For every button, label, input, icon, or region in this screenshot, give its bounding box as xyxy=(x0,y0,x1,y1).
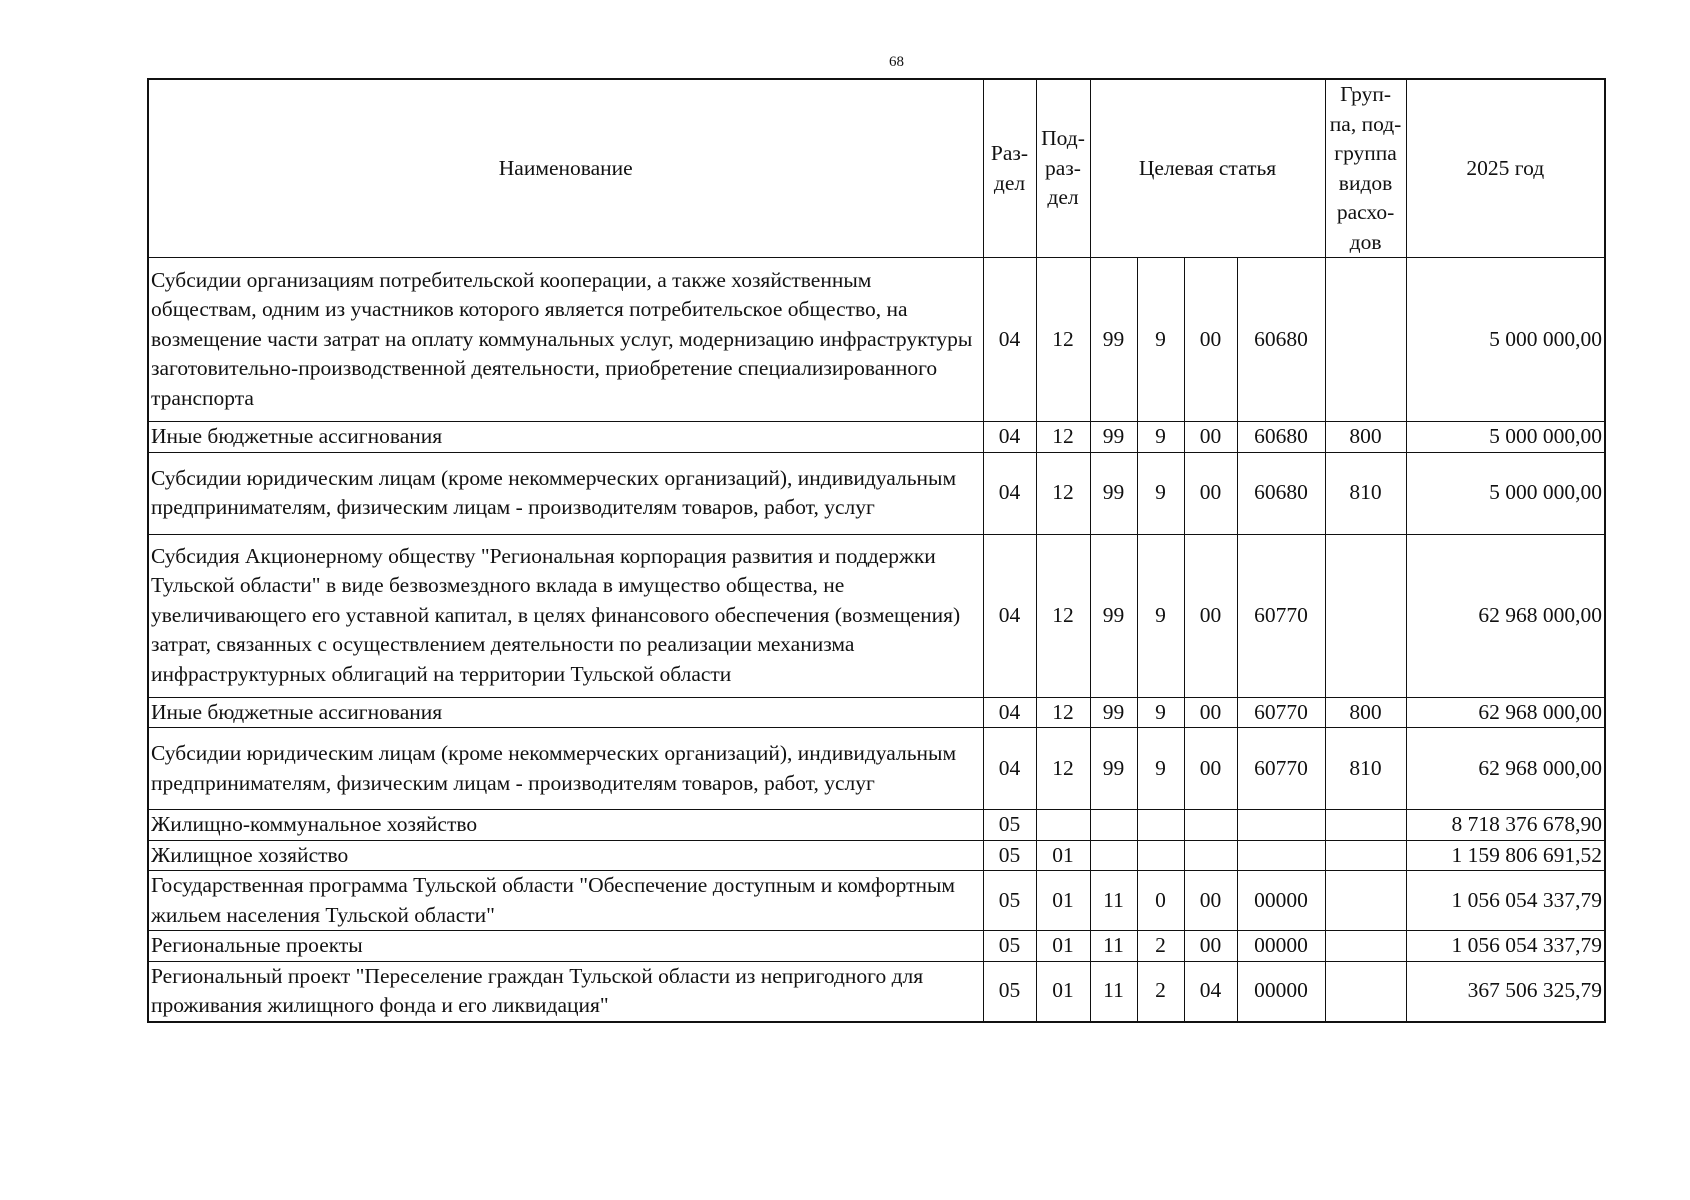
row-subsection: 01 xyxy=(1036,871,1090,931)
row-target-code: 00000 xyxy=(1237,961,1325,1022)
row-target-direction: 0 xyxy=(1137,871,1184,931)
row-subsection: 12 xyxy=(1036,422,1090,453)
header-target: Целевая статья xyxy=(1090,79,1325,258)
row-target-code: 60770 xyxy=(1237,728,1325,810)
table-row xyxy=(148,810,1605,841)
row-target-event: 00 xyxy=(1184,931,1237,962)
row-target-direction: 9 xyxy=(1137,422,1184,453)
table-row xyxy=(148,452,1605,534)
header-group: Груп- па, под- группа видов расхо- дов xyxy=(1325,79,1406,258)
row-amount: 5 000 000,00 xyxy=(1406,452,1605,534)
row-amount: 62 968 000,00 xyxy=(1406,534,1605,697)
row-expense-group: 810 xyxy=(1325,728,1406,810)
row-target-direction: 9 xyxy=(1137,258,1184,422)
row-amount: 62 968 000,00 xyxy=(1406,697,1605,728)
row-section: 04 xyxy=(983,697,1036,728)
row-expense-group xyxy=(1325,258,1406,422)
row-target-code: 60680 xyxy=(1237,422,1325,453)
row-section: 05 xyxy=(983,961,1036,1022)
row-subsection: 01 xyxy=(1036,840,1090,871)
header-year: 2025 год xyxy=(1406,79,1605,258)
budget-table xyxy=(147,78,1606,1023)
row-target-event: 00 xyxy=(1184,697,1237,728)
row-section: 05 xyxy=(983,931,1036,962)
row-target-event: 00 xyxy=(1184,534,1237,697)
table-row xyxy=(148,840,1605,871)
row-section: 04 xyxy=(983,422,1036,453)
row-target-program: 11 xyxy=(1090,961,1137,1022)
row-section: 04 xyxy=(983,258,1036,422)
row-name: Региональный проект "Переселение граждан Тульской области из непригодного для проживания жилищного фонда и его ликвидация" xyxy=(148,961,983,1022)
row-name: Иные бюджетные ассигнования xyxy=(148,697,983,728)
row-name: Жилищно-коммунальное хозяйство xyxy=(148,810,983,841)
header-section: Раз- дел xyxy=(983,79,1036,258)
row-expense-group xyxy=(1325,931,1406,962)
row-expense-group xyxy=(1325,840,1406,871)
row-name: Субсидия Акционерному обществу "Региональная корпорация развития и поддержки Тульской области" в виде безвозмездного вклада в имущество общества, не увеличивающего его уставной капитал, в целях финансового обеспечения (возмещения) затрат, связанных с осуществлением деятельности по реализации механизма инфраструктурных облигаций на территории Тульской области xyxy=(148,534,983,697)
row-target-direction xyxy=(1137,840,1184,871)
table-row xyxy=(148,258,1605,422)
row-target-event: 00 xyxy=(1184,728,1237,810)
row-target-code xyxy=(1237,840,1325,871)
row-amount: 1 159 806 691,52 xyxy=(1406,840,1605,871)
row-name: Жилищное хозяйство xyxy=(148,840,983,871)
row-target-event: 00 xyxy=(1184,871,1237,931)
row-target-direction: 9 xyxy=(1137,728,1184,810)
row-expense-group xyxy=(1325,534,1406,697)
row-target-event xyxy=(1184,840,1237,871)
row-target-program: 99 xyxy=(1090,697,1137,728)
row-target-program xyxy=(1090,810,1137,841)
row-expense-group: 800 xyxy=(1325,697,1406,728)
header-name: Наименование xyxy=(148,79,983,258)
table-row xyxy=(148,961,1605,1022)
row-target-program: 11 xyxy=(1090,871,1137,931)
row-target-program: 99 xyxy=(1090,422,1137,453)
row-amount: 8 718 376 678,90 xyxy=(1406,810,1605,841)
row-target-event: 00 xyxy=(1184,452,1237,534)
row-expense-group xyxy=(1325,810,1406,841)
row-name: Субсидии юридическим лицам (кроме некоммерческих организаций), индивидуальным предпринимателям, физическим лицам - производителям товаров, работ, услуг xyxy=(148,452,983,534)
row-target-direction xyxy=(1137,810,1184,841)
row-target-event: 00 xyxy=(1184,422,1237,453)
row-target-direction: 9 xyxy=(1137,452,1184,534)
row-name: Субсидии организациям потребительской кооперации, а также хозяйственным обществам, одним из участников которого является потребительское общество, на возмещение части затрат на оплату коммунальных услуг, модернизацию инфраструктуры заготовительно-производственной деятельности, приобретение специализированного транспорта xyxy=(148,258,983,422)
row-target-code xyxy=(1237,810,1325,841)
row-amount: 367 506 325,79 xyxy=(1406,961,1605,1022)
row-expense-group: 810 xyxy=(1325,452,1406,534)
row-target-program xyxy=(1090,840,1137,871)
row-target-direction: 2 xyxy=(1137,961,1184,1022)
row-section: 04 xyxy=(983,534,1036,697)
row-subsection xyxy=(1036,810,1090,841)
row-name: Субсидии юридическим лицам (кроме некоммерческих организаций), индивидуальным предпринимателям, физическим лицам - производителям товаров, работ, услуг xyxy=(148,728,983,810)
row-target-code: 60770 xyxy=(1237,697,1325,728)
row-subsection: 12 xyxy=(1036,452,1090,534)
row-section: 04 xyxy=(983,452,1036,534)
row-target-program: 99 xyxy=(1090,258,1137,422)
row-target-event xyxy=(1184,810,1237,841)
row-name: Иные бюджетные ассигнования xyxy=(148,422,983,453)
row-target-event: 04 xyxy=(1184,961,1237,1022)
row-amount: 5 000 000,00 xyxy=(1406,258,1605,422)
row-amount: 1 056 054 337,79 xyxy=(1406,931,1605,962)
row-name: Региональные проекты xyxy=(148,931,983,962)
table-row xyxy=(148,871,1605,931)
row-expense-group xyxy=(1325,871,1406,931)
row-subsection: 12 xyxy=(1036,697,1090,728)
row-target-program: 11 xyxy=(1090,931,1137,962)
row-section: 05 xyxy=(983,810,1036,841)
row-target-direction: 9 xyxy=(1137,534,1184,697)
row-expense-group xyxy=(1325,961,1406,1022)
row-target-event: 00 xyxy=(1184,258,1237,422)
table-row xyxy=(148,697,1605,728)
table-row xyxy=(148,728,1605,810)
row-name: Государственная программа Тульской области "Обеспечение доступным и комфортным жильем населения Тульской области" xyxy=(148,871,983,931)
row-subsection: 12 xyxy=(1036,258,1090,422)
row-subsection: 01 xyxy=(1036,931,1090,962)
row-target-direction: 2 xyxy=(1137,931,1184,962)
row-expense-group: 800 xyxy=(1325,422,1406,453)
row-subsection: 01 xyxy=(1036,961,1090,1022)
row-target-program: 99 xyxy=(1090,452,1137,534)
row-amount: 5 000 000,00 xyxy=(1406,422,1605,453)
table-row xyxy=(148,534,1605,697)
row-target-code: 60770 xyxy=(1237,534,1325,697)
row-section: 05 xyxy=(983,871,1036,931)
page-number: 68 xyxy=(889,54,904,70)
table-row xyxy=(148,931,1605,962)
row-subsection: 12 xyxy=(1036,534,1090,697)
row-subsection: 12 xyxy=(1036,728,1090,810)
table-row xyxy=(148,422,1605,453)
row-target-code: 00000 xyxy=(1237,871,1325,931)
row-target-code: 60680 xyxy=(1237,258,1325,422)
header-subsection: Под- раз- дел xyxy=(1036,79,1090,258)
row-target-code: 00000 xyxy=(1237,931,1325,962)
row-section: 04 xyxy=(983,728,1036,810)
row-target-code: 60680 xyxy=(1237,452,1325,534)
row-target-direction: 9 xyxy=(1137,697,1184,728)
header-row xyxy=(148,79,1605,258)
row-target-program: 99 xyxy=(1090,728,1137,810)
row-target-program: 99 xyxy=(1090,534,1137,697)
row-section: 05 xyxy=(983,840,1036,871)
row-amount: 1 056 054 337,79 xyxy=(1406,871,1605,931)
row-amount: 62 968 000,00 xyxy=(1406,728,1605,810)
